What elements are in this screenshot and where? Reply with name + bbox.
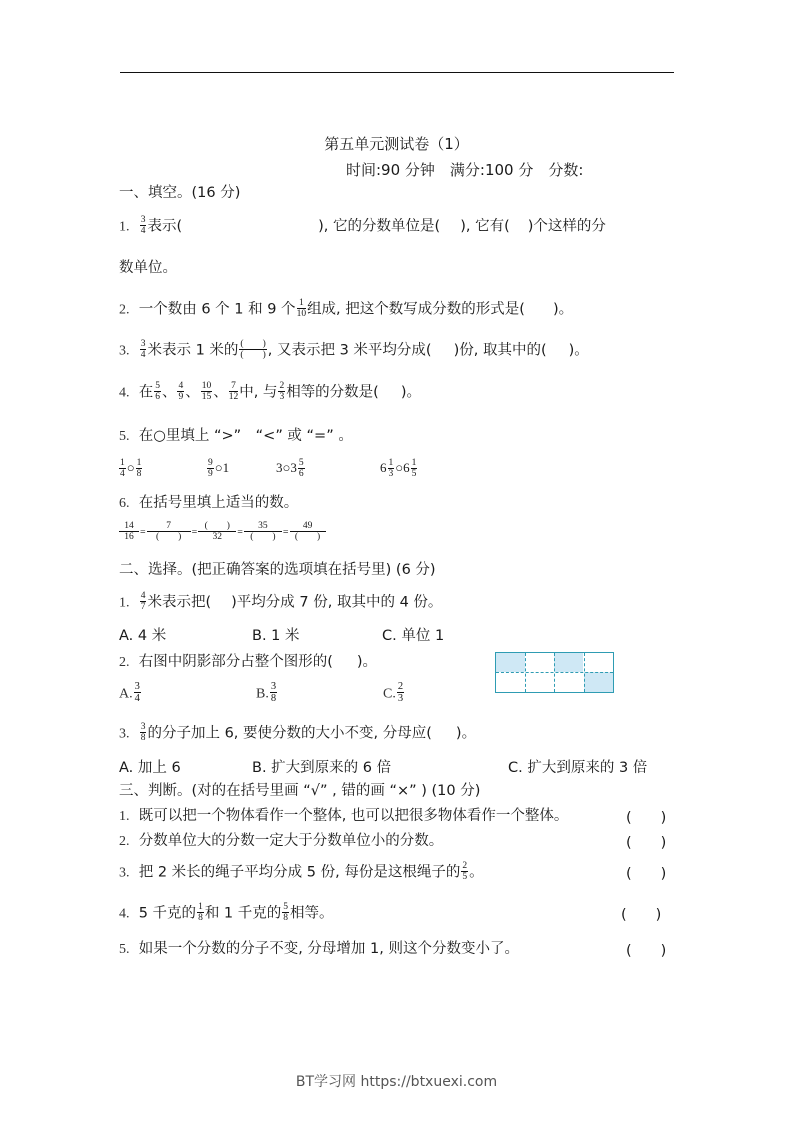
page-title: 第五单元测试卷（1）	[324, 135, 469, 153]
grid-divider	[496, 672, 613, 673]
option-a[interactable]: A. 4 米	[119, 628, 167, 644]
s3-q5: 5. 如果一个分数的分子不变, 分母增加 1, 则这个分数变小了。	[119, 941, 519, 957]
s2-q2: 2. 右图中阴影部分占整个图形的( )。	[119, 654, 378, 670]
section-1-heading: 一、填空。(16 分)	[119, 185, 241, 201]
section-2-heading: 二、选择。(把正确答案的选项填在括号里) (6 分)	[119, 562, 436, 578]
header-rule	[120, 72, 674, 73]
s3-q1: 1. 既可以把一个物体看作一个整体, 也可以把很多物体看作一个整体。	[119, 808, 569, 824]
fraction: $\frac{1}{10}$	[296, 298, 307, 319]
option-a[interactable]: A. $\frac{3}{4}$	[119, 681, 140, 704]
option-c[interactable]: C. $\frac{2}{3}$	[383, 681, 404, 704]
option-c[interactable]: C. 单位 1	[382, 628, 445, 644]
s1-q1: 1. $\frac{3}{4}$ 表示( ), 它的分数单位是( ), 它有( )个这样的分	[119, 215, 606, 236]
compare-item[interactable]: $\frac{1}{4}$ ○ $\frac{1}{8}$	[120, 457, 142, 479]
exam-meta: 时间:90 分钟 满分:100 分 分数:	[346, 161, 584, 179]
s1-q5: 5. 在○里填上 “>” “<” 或 “=” 。	[119, 428, 353, 444]
shaded-grid-figure	[495, 652, 614, 693]
s2-q3: 3. $\frac{3}{8}$ 的分子加上 6, 要使分数的大小不变, 分母应( )。	[119, 722, 477, 743]
s3-q4: 4. 5 千克的 $\frac{1}{8}$ 和 1 千克的 $\frac{5}{8}$ 相等。	[119, 902, 334, 923]
option-b[interactable]: B. 扩大到原来的 6 倍	[252, 760, 392, 776]
judge-paren[interactable]: ( )	[626, 943, 667, 959]
compare-item[interactable]: $\frac{9}{9}$ ○1	[208, 457, 230, 479]
option-b[interactable]: B. $\frac{3}{8}$	[256, 681, 277, 704]
section-3-heading: 三、判断。(对的在括号里画 “√” , 错的画 “×” ) (10 分)	[119, 783, 481, 799]
judge-paren[interactable]: ( )	[621, 907, 662, 923]
s3-q2: 2. 分数单位大的分数一定大于分数单位小的分数。	[119, 833, 444, 849]
compare-item[interactable]: 6 $\frac{1}{3}$ ○6 $\frac{1}{5}$	[380, 457, 417, 479]
option-b[interactable]: B. 1 米	[252, 628, 300, 644]
option-a[interactable]: A. 加上 6	[119, 760, 181, 776]
shaded-cell	[496, 653, 525, 672]
s1-q2: 2. 一个数由 6 个 1 和 9 个 $\frac{1}{10}$ 组成, 把这个数写成分数的形式是( )。	[119, 298, 574, 319]
s1-q3: 3. $\frac{3}{4}$ 米表示 1 米的 $\frac{( )}{( )}$ , 又表示把 3 米平均分成( )份, 取其中的( )。	[119, 339, 589, 360]
judge-paren[interactable]: ( )	[626, 810, 667, 826]
judge-paren[interactable]: ( )	[626, 866, 667, 882]
s3-q3: 3. 把 2 米长的绳子平均分成 5 份, 每份是这根绳子的 $\frac{2}{5}$ 。	[119, 861, 484, 882]
judge-paren[interactable]: ( )	[626, 835, 667, 851]
footer-watermark: BT学习网 https://btxuexi.com	[295, 1074, 498, 1090]
option-c[interactable]: C. 扩大到原来的 3 倍	[508, 760, 648, 776]
compare-item[interactable]: 3○3 $\frac{5}{6}$	[276, 457, 304, 479]
shaded-cell	[584, 672, 613, 692]
s1-q6-chain[interactable]: $\frac{14}{16}$ = $\frac{7}{( )}$ = $\frac{( )}{32}$ = $\frac{35}{( )}$ = $\frac{49}{( )}$	[118, 522, 327, 543]
s2-q1: 1. $\frac{4}{7}$ 米表示把( )平均分成 7 份, 取其中的 4 份。	[119, 591, 443, 612]
fraction: $\frac{3}{4}$	[140, 215, 146, 236]
s1-q4: 4. 在 $\frac{5}{6}$ 、 $\frac{4}{9}$ 、 $\frac{10}{15}$ 、 $\frac{7}{12}$ 中, 与 $\frac{2}{3}$ 相等的分数是( )。	[119, 381, 422, 402]
blank-fraction[interactable]: $\frac{( )}{( )}$	[240, 339, 266, 360]
shaded-cell	[554, 653, 583, 672]
fraction: $\frac{3}{4}$	[140, 339, 146, 360]
s1-q6: 6. 在括号里填上适当的数。	[119, 495, 299, 511]
s1-q1-cont: 数单位。	[119, 260, 177, 276]
